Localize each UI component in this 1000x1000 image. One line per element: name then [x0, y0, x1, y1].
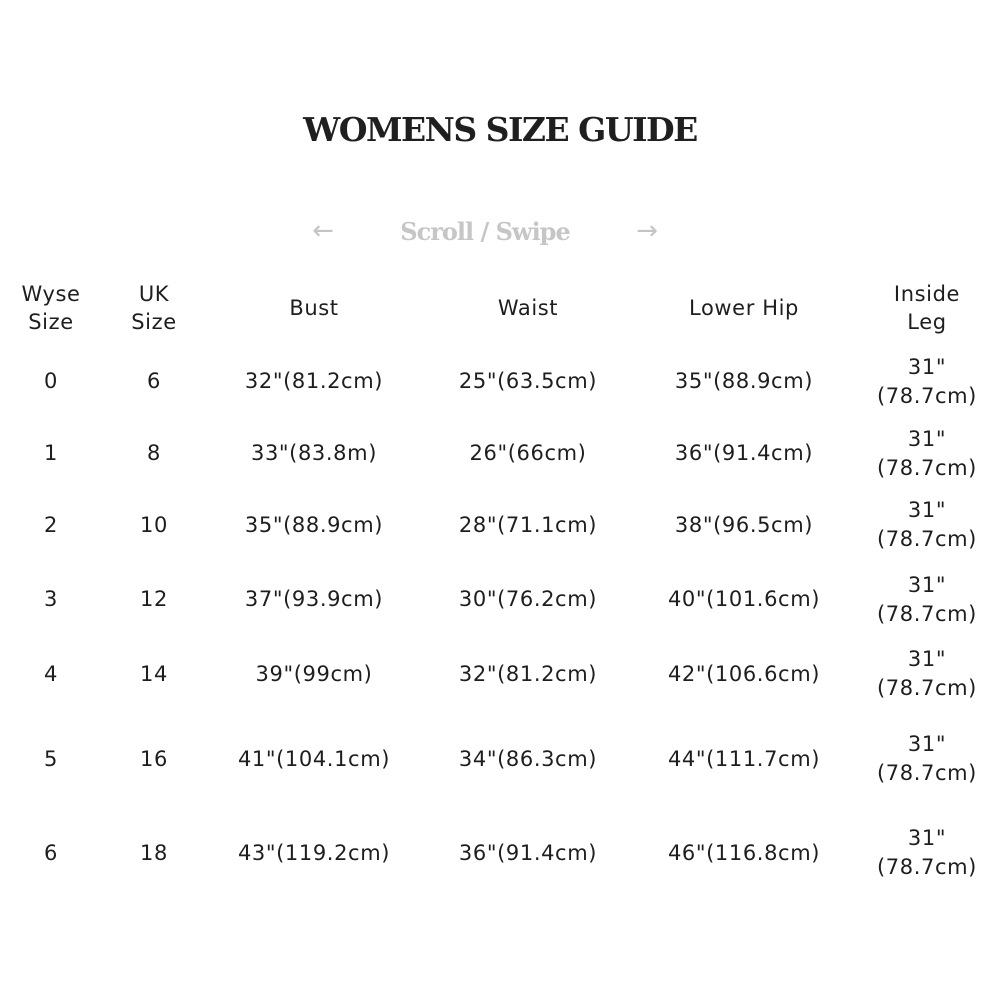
header-bust: Bust: [289, 296, 339, 320]
header-lower-hip: Lower Hip: [689, 296, 799, 320]
cell-wyse-size: 6: [44, 840, 58, 865]
cell-waist: 30"(76.2cm): [458, 587, 598, 611]
cell-wyse-size: 1: [44, 441, 58, 465]
cell-lower-hip: 35"(88.9cm): [674, 369, 814, 393]
cell-bust: 41"(104.1cm): [237, 746, 391, 771]
table-header-row: [0, 270, 1000, 346]
table-row: [0, 417, 1000, 490]
cell-lower-hip: 36"(91.4cm): [674, 441, 814, 465]
cell-wyse-size: 3: [44, 587, 58, 611]
cell-wyse-size: 4: [44, 661, 58, 686]
table-row: [0, 346, 1000, 417]
header-waist: Waist: [497, 296, 559, 320]
table-row: [0, 560, 1000, 639]
table-row: [0, 490, 1000, 560]
cell-waist: 36"(91.4cm): [458, 840, 598, 865]
cell-uk-size: 8: [147, 441, 161, 465]
cell-lower-hip: 44"(111.7cm): [667, 746, 821, 771]
scroll-swipe-label: Scroll / Swipe: [400, 216, 570, 246]
cell-inside-leg: 31" (78.7cm): [877, 826, 977, 879]
cell-uk-size: 18: [140, 840, 168, 865]
cell-uk-size: 12: [140, 587, 168, 611]
cell-uk-size: 14: [140, 661, 168, 686]
cell-inside-leg: 31" (78.7cm): [877, 426, 977, 480]
cell-bust: 33"(83.8m): [251, 441, 377, 465]
cell-waist: 28"(71.1cm): [458, 512, 598, 537]
header-uk-size: UK Size: [131, 282, 177, 334]
cell-lower-hip: 46"(116.8cm): [667, 840, 821, 865]
cell-lower-hip: 38"(96.5cm): [674, 512, 814, 537]
cell-wyse-size: 0: [44, 369, 58, 393]
page-title: WOMENS SIZE GUIDE: [303, 110, 697, 149]
cell-bust: 32"(81.2cm): [244, 369, 384, 393]
table-row: [0, 639, 1000, 709]
header-wyse-size: Wyse Size: [21, 282, 81, 334]
scroll-hint: [300, 208, 670, 254]
cell-lower-hip: 42"(106.6cm): [667, 661, 821, 686]
cell-waist: 26"(66cm): [469, 441, 587, 465]
cell-inside-leg: 31" (78.7cm): [877, 732, 977, 785]
arrow-left-icon[interactable]: ←: [312, 216, 334, 246]
cell-waist: 25"(63.5cm): [458, 369, 598, 393]
cell-bust: 35"(88.9cm): [244, 512, 384, 537]
cell-inside-leg: 31" (78.7cm): [877, 498, 977, 551]
cell-bust: 37"(93.9cm): [244, 587, 384, 611]
cell-wyse-size: 2: [44, 512, 58, 537]
size-table: [0, 270, 1000, 897]
cell-inside-leg: 31" (78.7cm): [877, 647, 977, 700]
cell-uk-size: 6: [147, 369, 161, 393]
cell-waist: 34"(86.3cm): [458, 746, 598, 771]
cell-uk-size: 10: [140, 512, 168, 537]
table-row: [0, 709, 1000, 809]
header-inside-leg: Inside Leg: [893, 282, 961, 334]
table-row: [0, 809, 1000, 897]
cell-bust: 43"(119.2cm): [237, 840, 391, 865]
cell-bust: 39"(99cm): [255, 661, 373, 686]
arrow-right-icon[interactable]: →: [636, 216, 658, 246]
cell-waist: 32"(81.2cm): [458, 661, 598, 686]
cell-inside-leg: 31" (78.7cm): [877, 572, 977, 626]
cell-uk-size: 16: [140, 746, 168, 771]
cell-wyse-size: 5: [44, 746, 58, 771]
cell-inside-leg: 31" (78.7cm): [877, 354, 977, 408]
cell-lower-hip: 40"(101.6cm): [667, 587, 821, 611]
